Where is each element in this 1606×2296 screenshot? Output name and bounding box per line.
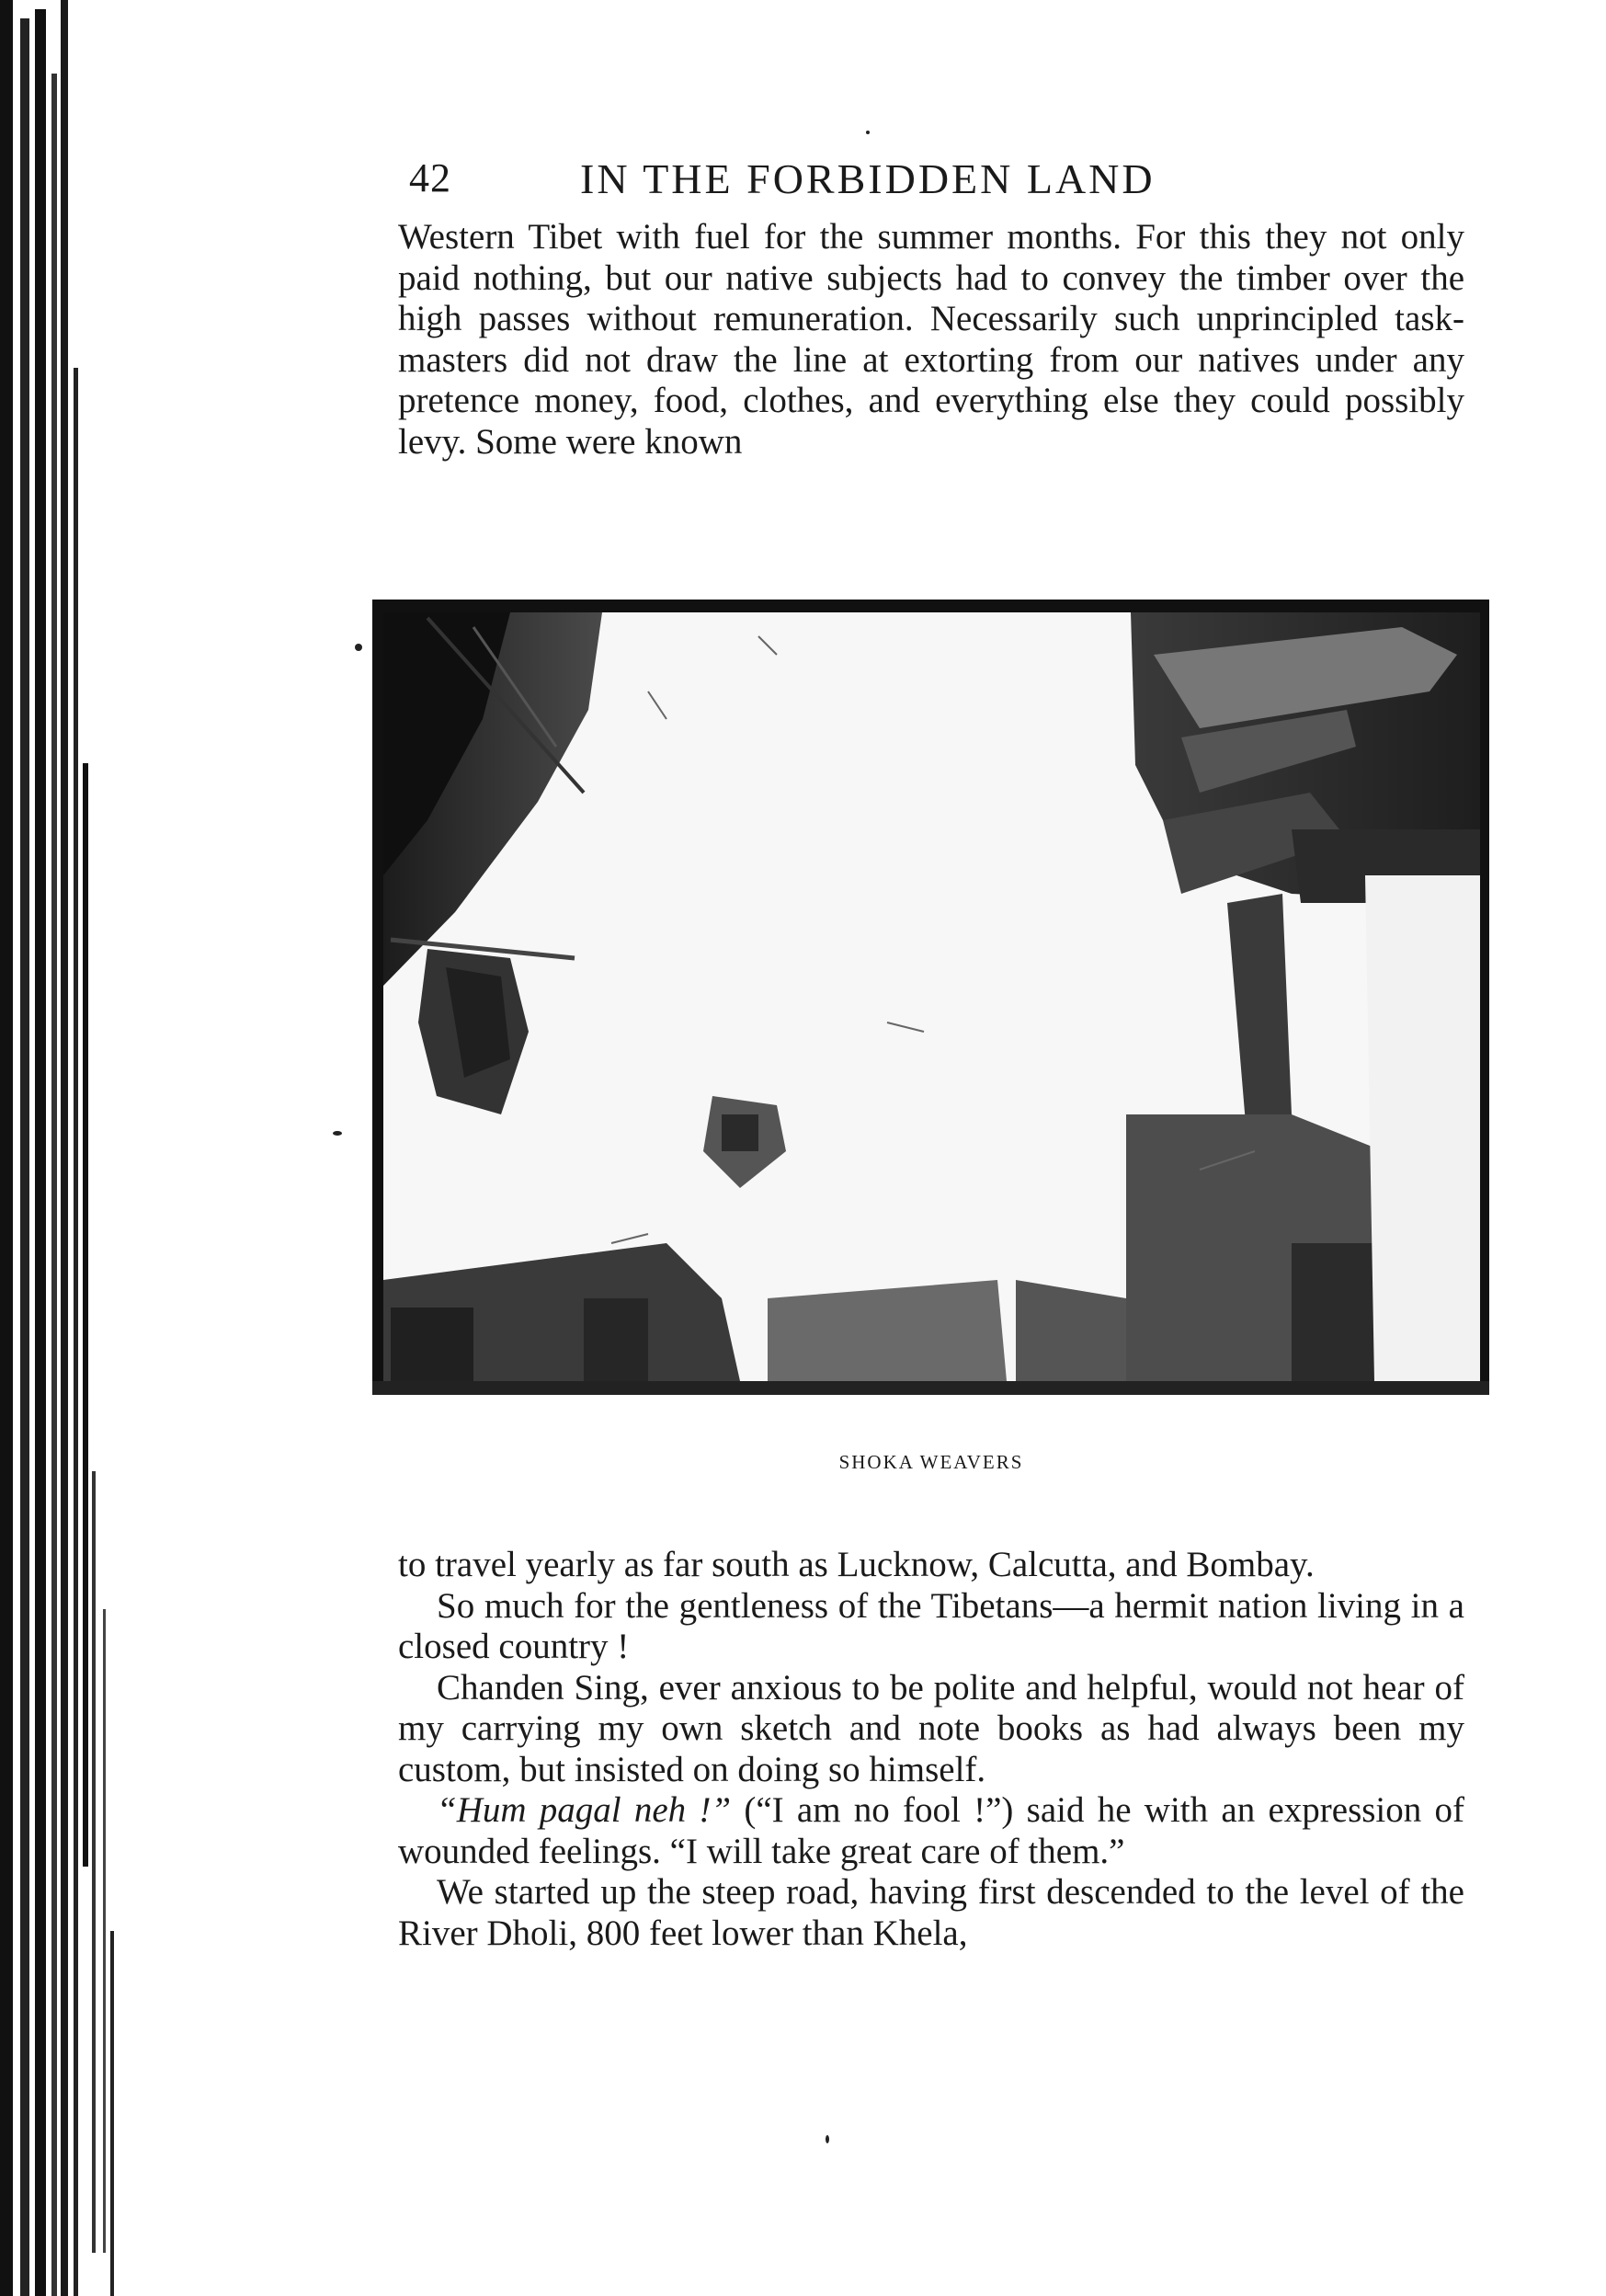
bottom-text-block (398, 1545, 1464, 1954)
top-text-block (398, 217, 1464, 463)
hindi-quote: “Hum pagal neh !” (437, 1790, 732, 1830)
top-paragraph: Western Tibet with fuel for the summer months. For this they not only paid nothing, but our native subjects had to convey the timber over the high passes without remuneration. Necessarily such unprincipled task-masters did not draw the line at extorting from our natives under any pretence money, food, clothes, and everything else they could possibly levy. Some were known (398, 217, 1464, 462)
scan-speck (826, 2135, 829, 2143)
scan-speck (355, 644, 362, 651)
continuation-paragraph: to travel yearly as far south as Lucknow, Calcutta, and Bombay. (398, 1545, 1315, 1584)
paragraph-tibetans: So much for the gentleness of the Tibetans—a hermit nation living in a closed country ! (398, 1585, 1464, 1666)
running-title: IN THE FORBIDDEN LAND (580, 155, 1156, 202)
page-header (398, 154, 1464, 210)
scan-speck (333, 1131, 342, 1136)
figure-caption: SHOKA WEAVERS (838, 1451, 1024, 1473)
page-number: 42 (409, 155, 451, 200)
paragraph-chanden-sing: Chanden Sing, ever anxious to be polite and helpful, would not hear of my carrying my own sketch and note books as had always been my custom, but insisted on doing so himself. (398, 1667, 1464, 1789)
quote-translation: (“I am no fool !”) said he with an expression of wounded feelings. “I will take great care of them.” (398, 1790, 1464, 1871)
page-spine-edge (0, 0, 129, 2296)
paragraph-steep-road: We started up the steep road, having first descended to the level of the River Dholi, 800 feet lower than Khela, (398, 1872, 1464, 1953)
scan-speck (866, 131, 870, 134)
paragraph-quote (398, 1790, 1464, 1872)
shoka-weavers-photo (372, 600, 1489, 1395)
